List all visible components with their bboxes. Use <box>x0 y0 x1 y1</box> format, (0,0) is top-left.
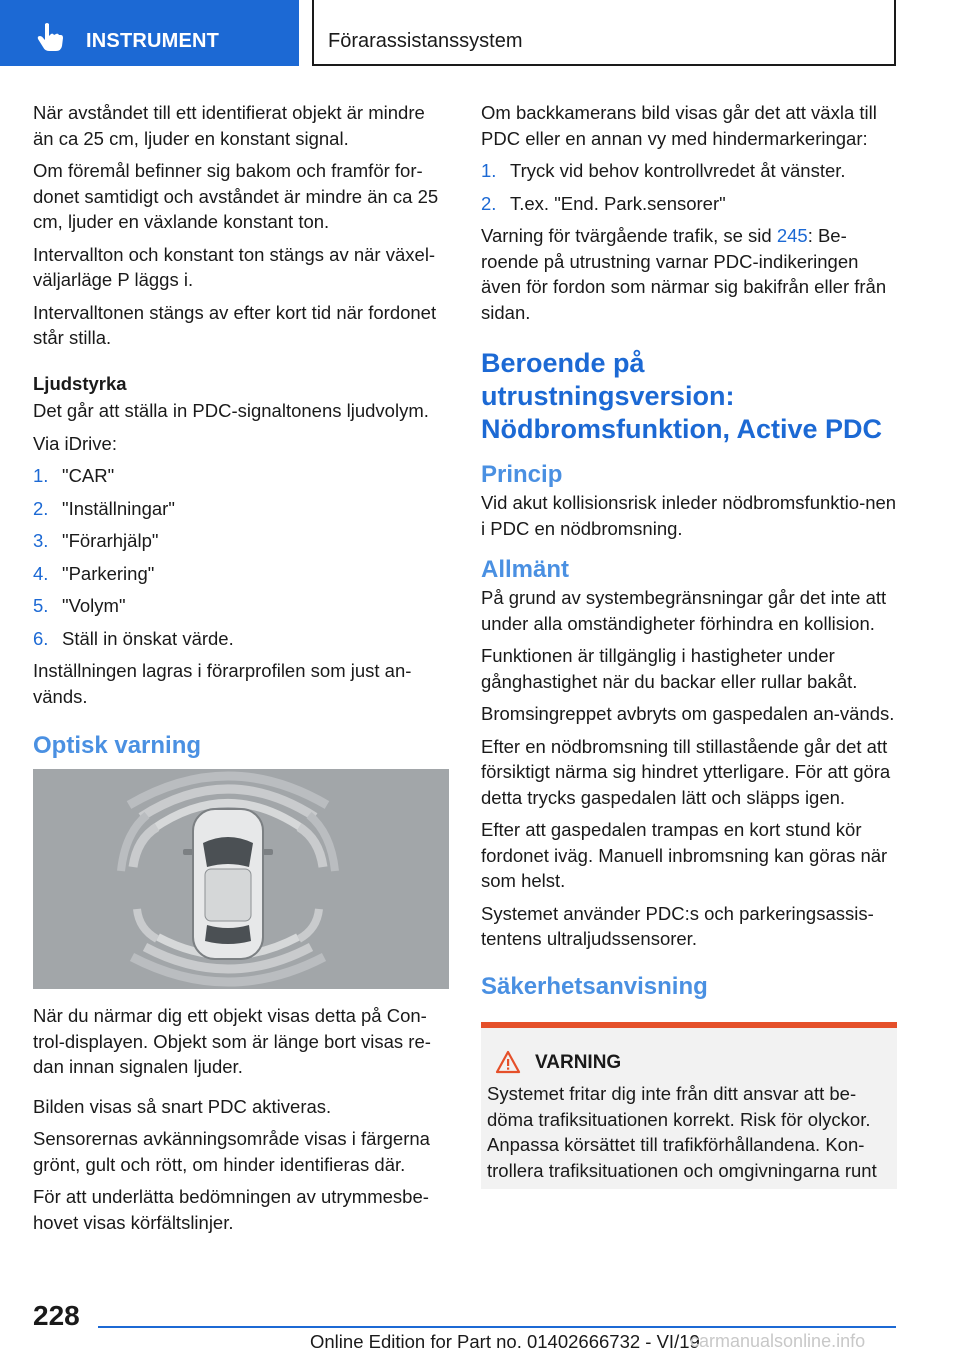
step-text: "Förarhjälp" <box>62 530 159 551</box>
step-number: 1. <box>481 160 497 181</box>
paragraph: Intervallton och konstant ton stängs av när växel-väljarläge P läggs i. <box>33 243 436 290</box>
pdc-car-sensor-graphic <box>33 769 449 989</box>
heading-optical-warning: Optisk varning <box>33 732 202 759</box>
chapter-header <box>312 0 896 66</box>
step-number: 2. <box>33 497 49 519</box>
step-text: Tryck vid behov kontrollvredet åt vänster. <box>510 160 846 181</box>
left-column <box>33 100 449 1242</box>
step-text: "Inställningar" <box>62 497 175 519</box>
paragraph: Inställningen lagras i förarprofilen som just an-vänds. <box>33 660 412 707</box>
list-item <box>481 158 897 184</box>
paragraph: Om backkamerans bild visas går det att växla till PDC eller en annan vy med hindermarkeringar: <box>481 102 877 149</box>
paragraph: När avståndet till ett identifierat objekt är mindre än ca 25 cm, ljuder en konstant signal. <box>33 102 425 149</box>
heading-safety: Säkerhetsanvisning <box>481 972 708 1000</box>
step-number: 3. <box>33 530 49 551</box>
warning-label: VARNING <box>535 1051 622 1073</box>
warning-box <box>481 1022 897 1190</box>
step-text: "Volym" <box>62 595 126 616</box>
step-text: "CAR" <box>62 465 115 486</box>
cross-traffic-text: : Be-roende på utrustning varnar PDC-indikeringen även för fordon som närmar sig bakifrån eller från sidan. <box>481 225 887 323</box>
step-text: T.ex. "End. Park.sensorer" <box>510 192 726 214</box>
idrive-steps-list <box>33 463 449 651</box>
warning-header <box>487 1050 891 1076</box>
section-tab[interactable] <box>0 0 299 66</box>
step-text: Ställ in önskat värde. <box>62 627 234 649</box>
pdc-display-illustration <box>33 769 449 989</box>
list-item <box>33 528 449 554</box>
heading-emergency-brake: Beroende på utrustningsversion: Nödbromsfunktion, Active PDC <box>481 348 883 444</box>
paragraph: Funktionen är tillgänglig i hastigheter under gånghastighet när du backar eller rullar bakåt. <box>481 645 858 692</box>
paragraph: Efter att gaspedalen trampas en kort stund kör fordonet iväg. Manuell inbromsning kan göras när som helst. <box>481 819 888 891</box>
paragraph: Om föremål befinner sig bakom och framför for-donet samtidigt och avståndet är mindre än ca 25 cm, ljuder en växlande konstant ton. <box>33 160 439 232</box>
paragraph: Det går att ställa in PDC-signaltonens ljudvolym. <box>33 400 429 421</box>
paragraph: Bromsingreppet avbryts om gaspedalen an-vänds. <box>481 703 895 724</box>
footer-divider <box>98 1326 896 1328</box>
camera-steps-list <box>481 158 897 216</box>
heading-allmant: Allmänt <box>481 556 570 583</box>
edition-text: Online Edition for Part no. 01402666732 - VI/19 <box>310 1331 700 1352</box>
list-item <box>33 561 449 587</box>
paragraph: Via iDrive: <box>33 432 117 454</box>
paragraph: På grund av systembegränsningar går det inte att under alla omständigheter förhindra en kollision. <box>481 587 887 634</box>
heading-princip: Princip <box>481 461 563 488</box>
watermark: carmanualsonline.info <box>690 1331 866 1351</box>
page-footer <box>0 1290 960 1362</box>
step-number: 6. <box>33 627 49 649</box>
paragraph: När du närmar dig ett objekt visas detta på Con-trol-displayen. Objekt som är länge bort visas re-dan innan signalen ljuder. <box>33 1005 431 1077</box>
list-item <box>33 593 449 619</box>
paragraph: För att underlätta bedömningen av utrymmesbe-hovet visas körfältslinjer. <box>33 1186 429 1233</box>
section-tab-label: INSTRUMENT <box>86 30 220 52</box>
list-item <box>481 191 897 217</box>
paragraph: Efter en nödbromsning till stillastående går det att försiktigt närma sig hindret ytterligare. För att göra detta trycks gaspedalen lätt och släpps igen. <box>481 735 891 808</box>
page-number: 228 <box>33 1300 80 1331</box>
step-text: "Parkering" <box>62 562 155 584</box>
paragraph: Vid akut kollisionsrisk inleder nödbromsfunktio-nen i PDC en nödbromsning. <box>481 492 897 539</box>
warning-text: Systemet fritar dig inte från ditt ansvar att be-döma trafiksituationen korrekt. Risk för olyckor. Anpassa körsättet till trafikförhållandena. Kon-trollera trafiksituationen och omgivningarna runt <box>487 1083 877 1181</box>
paragraph: Sensorernas avkänningsområde visas i färgerna grönt, gult och rött, om hinder identifieras där. <box>33 1128 430 1175</box>
step-number: 1. <box>33 465 49 486</box>
step-number: 2. <box>481 192 497 214</box>
page-header <box>0 0 960 66</box>
paragraph: Systemet använder PDC:s och parkeringsassis-tentens ultraljudssensorer. <box>481 902 874 949</box>
right-column <box>481 100 897 1189</box>
paragraph-cross-traffic <box>481 223 897 325</box>
paragraph: Bilden visas så snart PDC aktiveras. <box>33 1095 332 1117</box>
subheading-volume: Ljudstyrka <box>33 372 127 394</box>
list-item <box>33 496 449 522</box>
hand-pointer-icon <box>34 22 66 52</box>
page-reference-link[interactable]: 245 <box>776 225 808 246</box>
paragraph: Intervalltonen stängs av efter kort tid när fordonet står stilla. <box>33 301 437 348</box>
step-number: 5. <box>33 595 49 616</box>
chapter-title: Förarassistanssystem <box>328 30 523 52</box>
warning-triangle-icon <box>495 1050 521 1074</box>
list-item <box>33 463 449 489</box>
cross-traffic-text: Varning för tvärgående trafik, se sid <box>481 225 777 246</box>
list-item <box>33 626 449 652</box>
step-number: 4. <box>33 562 49 584</box>
